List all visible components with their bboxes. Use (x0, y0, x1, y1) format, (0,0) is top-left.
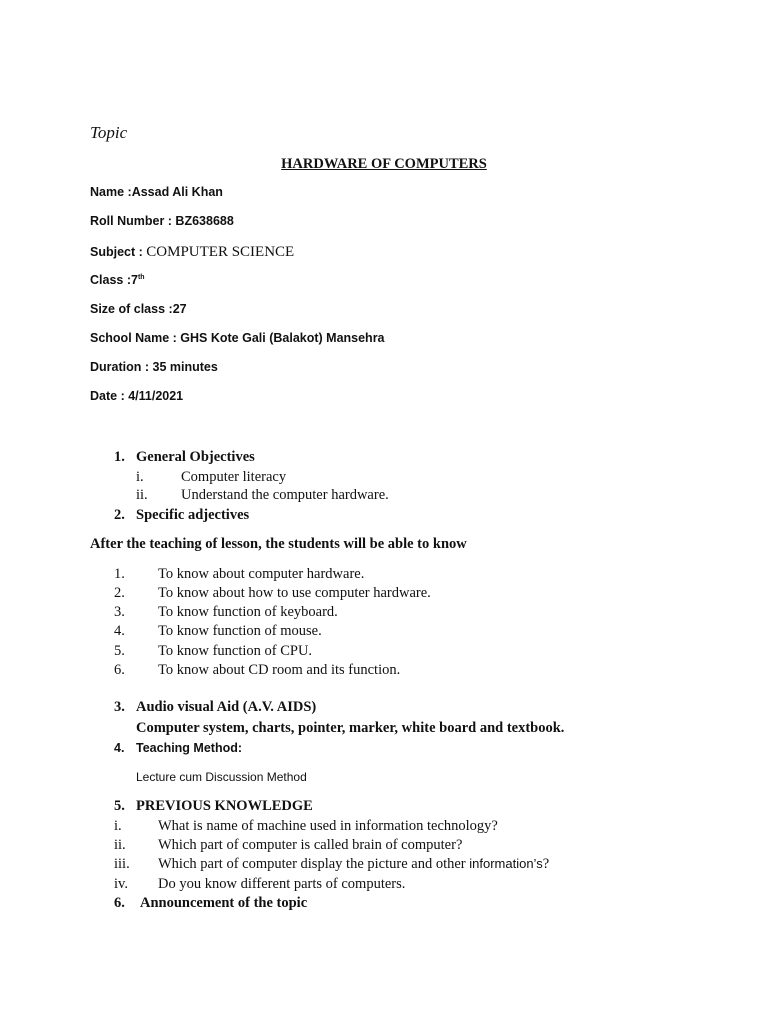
question-text-line (158, 856, 549, 873)
question-num: iii. (114, 856, 130, 872)
section-2-num: 2. (114, 507, 125, 523)
outcome-text: To know about how to use computer hardware. (158, 585, 431, 601)
outcome-text: To know function of CPU. (158, 643, 313, 659)
duration-value: 35 minutes (152, 360, 218, 374)
info-subject-line (90, 243, 294, 261)
section-5-heading: PREVIOUS KNOWLEDGE (136, 798, 313, 814)
question-text: What is name of machine used in information technology? (158, 818, 498, 834)
teaching-method-text: Lecture cum Discussion Method (136, 770, 307, 784)
after-teaching-statement: After the teaching of lesson, the students will be able to know (90, 536, 467, 552)
section-5-num: 5. (114, 798, 125, 814)
objective-text: Computer literacy (181, 469, 287, 485)
question-num: iv. (114, 876, 128, 892)
info-roll-line (90, 214, 234, 228)
section-6-heading: Announcement of the topic (140, 895, 308, 911)
section-4-heading: Teaching Method: (136, 741, 243, 755)
outcome-text: To know about CD room and its function. (158, 662, 401, 678)
date-value: 4/11/2021 (128, 389, 184, 403)
objective-text: Understand the computer hardware. (181, 487, 389, 503)
roll-value: BZ638688 (175, 214, 234, 228)
size-label: Size of class : (90, 302, 173, 316)
topic-heading: Topic (90, 123, 128, 142)
info-date-line (90, 389, 183, 403)
av-aids-text: Computer system, charts, pointer, marker, white board and textbook. (136, 720, 565, 736)
roll-label: Roll Number : (90, 214, 176, 228)
outcome-num: 3. (114, 604, 125, 620)
outcome-text: To know about computer hardware. (158, 566, 365, 582)
section-6-num: 6. (114, 895, 125, 911)
subject-value: COMPUTER SCIENCE (146, 244, 295, 260)
objective-num: i. (136, 469, 144, 485)
section-3-heading: Audio visual Aid (A.V. AIDS) (136, 699, 317, 715)
section-1-num: 1. (114, 449, 125, 465)
info-size-line (90, 302, 187, 316)
info-class-line (90, 273, 145, 287)
question-text: Which part of computer is called brain of computer? (158, 837, 463, 853)
outcome-text: To know function of mouse. (158, 623, 322, 639)
subject-label: Subject : (90, 245, 147, 259)
name-label: Name : (90, 185, 132, 199)
question-text: Do you know different parts of computers. (158, 876, 406, 892)
section-4-num: 4. (114, 741, 125, 755)
school-label: School Name : (90, 331, 181, 345)
info-duration-line (90, 360, 218, 374)
info-name-line (90, 185, 223, 199)
name-value: Assad Ali Khan (131, 185, 223, 199)
school-value: GHS Kote Gali (Balakot) Mansehra (180, 331, 385, 345)
class-label: Class : (90, 273, 131, 287)
section-2-heading: Specific adjectives (136, 507, 250, 523)
outcome-num: 1. (114, 566, 125, 582)
question-num: i. (114, 818, 122, 834)
duration-label: Duration : (90, 360, 153, 374)
outcome-num: 2. (114, 585, 125, 601)
document-title: HARDWARE OF COMPUTERS (281, 156, 487, 172)
size-value: 27 (172, 302, 187, 316)
class-value: 7 (131, 273, 138, 287)
section-3-num: 3. (114, 699, 125, 715)
question-extra: information’s (469, 856, 543, 871)
outcome-num: 4. (114, 623, 125, 639)
outcome-num: 5. (114, 643, 125, 659)
question-text: Which part of computer display the picture and other (158, 856, 470, 872)
section-1-heading: General Objectives (136, 449, 255, 465)
objective-num: ii. (136, 487, 148, 503)
outcome-text: To know function of keyboard. (158, 604, 338, 620)
question-tail: ? (542, 856, 550, 872)
question-num: ii. (114, 837, 126, 853)
class-suffix: th (137, 273, 145, 281)
date-label: Date : (90, 389, 129, 403)
info-school-line (90, 331, 385, 345)
outcome-num: 6. (114, 662, 125, 678)
